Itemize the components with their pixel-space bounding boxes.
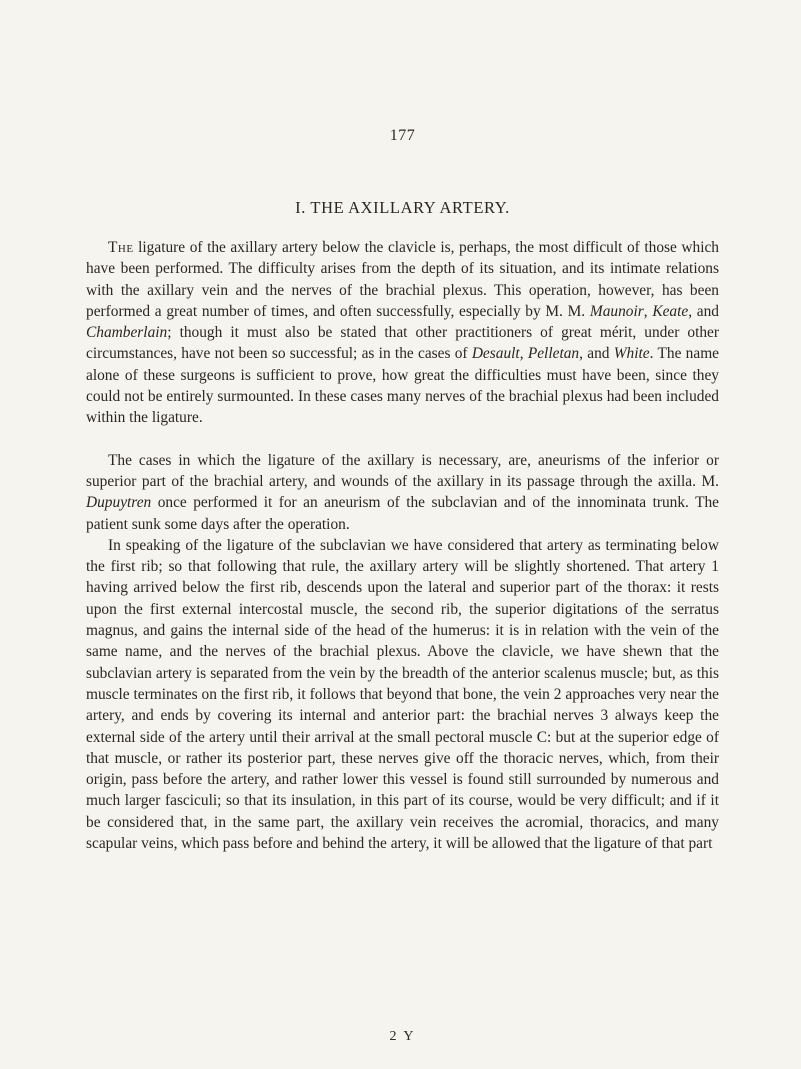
text-run: , (643, 302, 653, 320)
italic-name: Maunoir (589, 302, 644, 320)
text-run: , and (579, 345, 614, 363)
italic-name: Pelletan (527, 345, 580, 363)
text-run: ; though it must also be stated that other practitioners of great mérit, under other circumstances, have not been so successful; as in the cases of (86, 324, 719, 363)
italic-name: Chamberlain (86, 324, 168, 342)
italic-name: White (613, 345, 650, 363)
text-run: In speaking of the ligature of the subclavian we have considered that artery as terminating below the first rib; so that following that rule, the axillary artery will be slightly shortened. That artery 1 having arrived below the first rib, descends upon the lateral and superior part of the thorax: it rests upon the first external intercostal muscle, the second rib, the superior digitations of the serratus magnus, and gains the internal side of the head of the humerus: it is in relation with the vein of the same name, and the nerves of the brachial plexus. Above the clavicle, we have shewn that the subclavian artery is separated from the vein by the breadth of the anterior scalenus muscle; but, as this muscle terminates on the first rib, it follows that beyond that bone, the vein 2 approaches very near the artery, and ends by covering its internal and anterior part: the brachial nerves 3 always keep the external side of the artery until their arrival at the small pectoral muscle C: but at the superior edge of that muscle, or rather its posterior part, these nerves give off the thoracic nerves, which, from their origin, pass before the artery, and rather lower this vessel is found still surrounded by numerous and much larger fasciculi; so that its insulation, in this part of its course, would be very difficult; and if it be considered that, in the same part, the axillary vein receives the acromial, thoracics, and many scapular veins, which pass before and behind the artery, it will be allowed that the ligature of that part (86, 536, 719, 853)
text-run: . The name alone of these surgeons is sufficient to prove, how great the difficulties must have been, since they could not be entirely surmounted. In these cases many nerves of the brachial plexus had been included within the ligature. (86, 345, 719, 427)
page-number: 177 (389, 127, 416, 144)
paragraph-2 (86, 450, 719, 535)
text-run: The cases in which the ligature of the axillary is necessary, are, aneurisms of the inferior or superior part of the brachial artery, and wounds of the axillary in its passage through the axilla. M. (86, 451, 719, 490)
paragraph-lead-word: The (108, 239, 134, 256)
italic-name: Keate (652, 302, 689, 320)
body-text (86, 237, 719, 854)
italic-name: Dupuytren (86, 494, 152, 512)
text-run: ligature of the axillary artery below the clavicle is, perhaps, the most difficult of those which have been performed. The difficulty arises from the depth of its situation, and its intimate relations with the axillary vein and the nerves of the brachial plexus. This operation, however, has been performed a great number of times, and often successfully, especially by M. M. (86, 239, 719, 320)
section-heading: I. THE AXILLARY ARTERY. (295, 198, 510, 217)
text-run: , (519, 345, 528, 363)
paragraph-3 (86, 535, 719, 854)
signature-mark: 2 Y (389, 1029, 416, 1044)
italic-name: Desault (471, 345, 520, 363)
document-page (86, 0, 719, 1069)
paragraph-1 (86, 237, 719, 429)
text-run: once performed it for an aneurism of the subclavian and of the innominata trunk. The patient sunk some days after the operation. (86, 494, 719, 533)
text-run: , and (688, 302, 719, 320)
